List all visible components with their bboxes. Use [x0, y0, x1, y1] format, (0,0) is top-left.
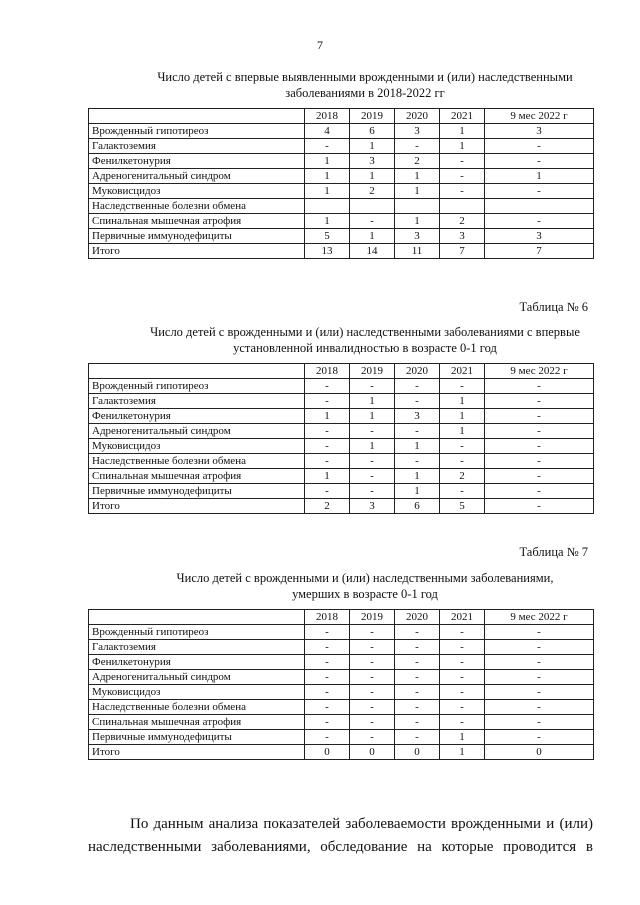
value-cell: 1 — [395, 169, 440, 184]
table2-label: Таблица № 6 — [519, 300, 588, 314]
table-row — [89, 154, 594, 169]
value-cell: 14 — [350, 244, 395, 259]
value-cell: - — [485, 655, 594, 670]
value-cell: - — [440, 454, 485, 469]
table-row — [89, 685, 594, 700]
value-cell: - — [485, 640, 594, 655]
value-cell: 1 — [395, 214, 440, 229]
value-cell: - — [305, 454, 350, 469]
table-row — [89, 439, 594, 454]
table-row — [89, 424, 594, 439]
table3-label: Таблица № 7 — [519, 545, 588, 559]
value-cell: - — [485, 394, 594, 409]
value-cell — [395, 199, 440, 214]
row-label-cell: Спинальная мышечная атрофия — [89, 469, 305, 484]
value-cell: - — [485, 139, 594, 154]
value-cell: - — [485, 379, 594, 394]
value-cell: - — [395, 670, 440, 685]
value-cell — [305, 199, 350, 214]
value-cell: - — [440, 379, 485, 394]
value-cell: - — [350, 640, 395, 655]
table1-caption-line-2: заболеваниями в 2018-2022 гг — [285, 86, 445, 100]
value-cell: 1 — [350, 169, 395, 184]
value-cell: 1 — [485, 169, 594, 184]
value-cell: - — [305, 730, 350, 745]
value-cell: - — [350, 700, 395, 715]
row-label-cell: Муковисцидоз — [89, 184, 305, 199]
value-cell: - — [350, 484, 395, 499]
table1-caption-line-1: Число детей с впервые выявленными врожденными и (или) наследственными — [157, 70, 573, 84]
value-cell: 1 — [440, 124, 485, 139]
value-cell: - — [440, 640, 485, 655]
value-cell: - — [485, 700, 594, 715]
table-header-row — [89, 610, 594, 625]
value-cell: - — [305, 625, 350, 640]
value-cell: - — [485, 625, 594, 640]
header-cell: 9 мес 2022 г — [485, 364, 594, 379]
value-cell: - — [440, 685, 485, 700]
row-label-cell: Наследственные болезни обмена — [89, 199, 305, 214]
row-label-cell: Врожденный гипотиреоз — [89, 625, 305, 640]
value-cell: - — [395, 139, 440, 154]
value-cell: - — [350, 469, 395, 484]
value-cell: - — [395, 685, 440, 700]
value-cell: 7 — [485, 244, 594, 259]
value-cell: 1 — [440, 424, 485, 439]
header-cell-empty — [89, 364, 305, 379]
table1 — [88, 108, 594, 259]
value-cell: - — [395, 730, 440, 745]
value-cell: - — [485, 454, 594, 469]
value-cell: 1 — [305, 469, 350, 484]
row-label-cell: Наследственные болезни обмена — [89, 454, 305, 469]
value-cell: - — [305, 484, 350, 499]
row-label-cell: Фенилкетонурия — [89, 154, 305, 169]
row-label-cell: Адреногенитальный синдром — [89, 424, 305, 439]
page-number: 7 — [317, 38, 323, 52]
value-cell: - — [440, 439, 485, 454]
value-cell: - — [395, 640, 440, 655]
value-cell: 3 — [395, 229, 440, 244]
value-cell: 1 — [305, 154, 350, 169]
table-row — [89, 169, 594, 184]
header-cell: 2021 — [440, 610, 485, 625]
value-cell: - — [485, 439, 594, 454]
header-cell: 2018 — [305, 610, 350, 625]
header-cell: 2019 — [350, 364, 395, 379]
value-cell: 5 — [305, 229, 350, 244]
table-row — [89, 700, 594, 715]
value-cell: 2 — [305, 499, 350, 514]
table-row — [89, 124, 594, 139]
value-cell: 1 — [350, 409, 395, 424]
table2-caption-line-1: Число детей с врожденными и (или) наследственными заболеваниями с впервые — [150, 325, 580, 339]
header-cell-empty — [89, 109, 305, 124]
header-cell: 2020 — [395, 109, 440, 124]
value-cell: - — [485, 730, 594, 745]
value-cell: - — [485, 184, 594, 199]
value-cell: - — [440, 154, 485, 169]
value-cell: - — [440, 484, 485, 499]
value-cell: 1 — [305, 409, 350, 424]
table-row — [89, 730, 594, 745]
value-cell: 1 — [440, 409, 485, 424]
value-cell: - — [350, 454, 395, 469]
value-cell: - — [395, 424, 440, 439]
table-row — [89, 139, 594, 154]
value-cell: - — [440, 715, 485, 730]
header-cell: 2020 — [395, 610, 440, 625]
value-cell: - — [440, 625, 485, 640]
header-cell-empty — [89, 610, 305, 625]
table-row — [89, 670, 594, 685]
table-row — [89, 715, 594, 730]
value-cell: - — [440, 184, 485, 199]
value-cell: - — [350, 715, 395, 730]
value-cell: - — [305, 439, 350, 454]
row-label-cell: Фенилкетонурия — [89, 655, 305, 670]
value-cell: 1 — [395, 469, 440, 484]
value-cell: - — [440, 655, 485, 670]
table3 — [88, 609, 594, 760]
table3-caption — [130, 570, 600, 602]
value-cell: 3 — [440, 229, 485, 244]
table-row — [89, 469, 594, 484]
row-label-cell: Врожденный гипотиреоз — [89, 124, 305, 139]
table-row — [89, 379, 594, 394]
table3-caption-line-2: умерших в возрасте 0-1 год — [292, 587, 438, 601]
table1-caption — [130, 69, 600, 101]
value-cell: 1 — [305, 184, 350, 199]
row-label-cell: Фенилкетонурия — [89, 409, 305, 424]
value-cell: 1 — [395, 184, 440, 199]
value-cell: - — [305, 700, 350, 715]
table-row — [89, 214, 594, 229]
value-cell: 1 — [440, 139, 485, 154]
value-cell: - — [395, 715, 440, 730]
value-cell: - — [305, 685, 350, 700]
header-cell: 9 мес 2022 г — [485, 610, 594, 625]
table-row — [89, 484, 594, 499]
value-cell: 0 — [485, 745, 594, 760]
value-cell: - — [305, 379, 350, 394]
value-cell: 3 — [485, 229, 594, 244]
value-cell: 6 — [395, 499, 440, 514]
header-cell: 2019 — [350, 610, 395, 625]
table-row — [89, 625, 594, 640]
table-row — [89, 499, 594, 514]
row-label-cell: Адреногенитальный синдром — [89, 670, 305, 685]
value-cell: - — [350, 655, 395, 670]
value-cell: - — [350, 424, 395, 439]
table-row — [89, 229, 594, 244]
value-cell — [440, 199, 485, 214]
row-label-cell: Муковисцидоз — [89, 439, 305, 454]
header-cell: 2018 — [305, 364, 350, 379]
table-header-row — [89, 364, 594, 379]
header-cell: 9 мес 2022 г — [485, 109, 594, 124]
value-cell: 1 — [350, 439, 395, 454]
table2 — [88, 363, 594, 514]
header-cell: 2021 — [440, 364, 485, 379]
value-cell: - — [395, 454, 440, 469]
table-row — [89, 199, 594, 214]
value-cell: - — [305, 640, 350, 655]
value-cell: 1 — [305, 169, 350, 184]
table-row — [89, 655, 594, 670]
row-label-cell: Галактоземия — [89, 139, 305, 154]
value-cell: - — [485, 214, 594, 229]
value-cell: - — [485, 424, 594, 439]
value-cell: - — [485, 154, 594, 169]
value-cell: 1 — [350, 229, 395, 244]
value-cell: 1 — [350, 394, 395, 409]
value-cell: 1 — [395, 484, 440, 499]
row-label-cell: Галактоземия — [89, 640, 305, 655]
value-cell: - — [395, 379, 440, 394]
body-paragraph — [88, 813, 593, 859]
table-row — [89, 409, 594, 424]
value-cell: 0 — [305, 745, 350, 760]
value-cell: - — [305, 655, 350, 670]
row-label-cell: Галактоземия — [89, 394, 305, 409]
value-cell: - — [395, 394, 440, 409]
table3-caption-line-1: Число детей с врожденными и (или) наследственными заболеваниями, — [176, 571, 554, 585]
value-cell: 1 — [395, 439, 440, 454]
value-cell: 1 — [350, 139, 395, 154]
value-cell: - — [485, 484, 594, 499]
row-label-cell: Итого — [89, 244, 305, 259]
value-cell: - — [440, 670, 485, 685]
value-cell: - — [305, 424, 350, 439]
row-label-cell: Итого — [89, 745, 305, 760]
value-cell: - — [350, 625, 395, 640]
value-cell: - — [395, 700, 440, 715]
value-cell — [350, 199, 395, 214]
table-row — [89, 184, 594, 199]
value-cell: - — [350, 730, 395, 745]
value-cell: 3 — [395, 124, 440, 139]
value-cell: - — [485, 469, 594, 484]
row-label-cell: Муковисцидоз — [89, 685, 305, 700]
value-cell: - — [440, 169, 485, 184]
row-label-cell: Адреногенитальный синдром — [89, 169, 305, 184]
value-cell: - — [350, 670, 395, 685]
value-cell: 1 — [440, 394, 485, 409]
body-paragraph-text: По данным анализа показателей заболеваемости врожденными и (или) наследственными заболеваниями, обследование на которые проводится в — [88, 816, 593, 855]
value-cell: 0 — [350, 745, 395, 760]
value-cell: 5 — [440, 499, 485, 514]
value-cell: 1 — [440, 730, 485, 745]
value-cell — [485, 199, 594, 214]
value-cell: 2 — [440, 214, 485, 229]
value-cell: 2 — [350, 184, 395, 199]
value-cell: 2 — [395, 154, 440, 169]
value-cell: - — [485, 715, 594, 730]
table-header-row — [89, 109, 594, 124]
value-cell: 2 — [440, 469, 485, 484]
table-row — [89, 640, 594, 655]
value-cell: 0 — [395, 745, 440, 760]
value-cell: 4 — [305, 124, 350, 139]
row-label-cell: Итого — [89, 499, 305, 514]
value-cell: 7 — [440, 244, 485, 259]
value-cell: 13 — [305, 244, 350, 259]
row-label-cell: Наследственные болезни обмена — [89, 700, 305, 715]
value-cell: - — [305, 670, 350, 685]
table-row — [89, 394, 594, 409]
value-cell: - — [395, 655, 440, 670]
header-cell: 2021 — [440, 109, 485, 124]
row-label-cell: Первичные иммунодефициты — [89, 484, 305, 499]
table-row — [89, 745, 594, 760]
header-cell: 2018 — [305, 109, 350, 124]
value-cell: - — [485, 499, 594, 514]
value-cell: - — [305, 394, 350, 409]
table-row — [89, 244, 594, 259]
value-cell: 3 — [485, 124, 594, 139]
value-cell: 11 — [395, 244, 440, 259]
header-cell: 2019 — [350, 109, 395, 124]
value-cell: 1 — [440, 745, 485, 760]
value-cell: 3 — [395, 409, 440, 424]
value-cell: - — [485, 685, 594, 700]
value-cell: - — [350, 379, 395, 394]
value-cell: - — [350, 214, 395, 229]
value-cell: - — [305, 139, 350, 154]
value-cell: - — [395, 625, 440, 640]
row-label-cell: Врожденный гипотиреоз — [89, 379, 305, 394]
value-cell: - — [305, 715, 350, 730]
row-label-cell: Первичные иммунодефициты — [89, 229, 305, 244]
row-label-cell: Спинальная мышечная атрофия — [89, 214, 305, 229]
value-cell: - — [350, 685, 395, 700]
table-row — [89, 454, 594, 469]
value-cell: - — [485, 670, 594, 685]
value-cell: - — [440, 700, 485, 715]
value-cell: 3 — [350, 499, 395, 514]
table2-caption — [130, 324, 600, 356]
value-cell: 1 — [305, 214, 350, 229]
value-cell: 3 — [350, 154, 395, 169]
row-label-cell: Первичные иммунодефициты — [89, 730, 305, 745]
header-cell: 2020 — [395, 364, 440, 379]
value-cell: 6 — [350, 124, 395, 139]
value-cell: - — [485, 409, 594, 424]
row-label-cell: Спинальная мышечная атрофия — [89, 715, 305, 730]
table2-caption-line-2: установленной инвалидностью в возрасте 0-1 год — [233, 341, 497, 355]
